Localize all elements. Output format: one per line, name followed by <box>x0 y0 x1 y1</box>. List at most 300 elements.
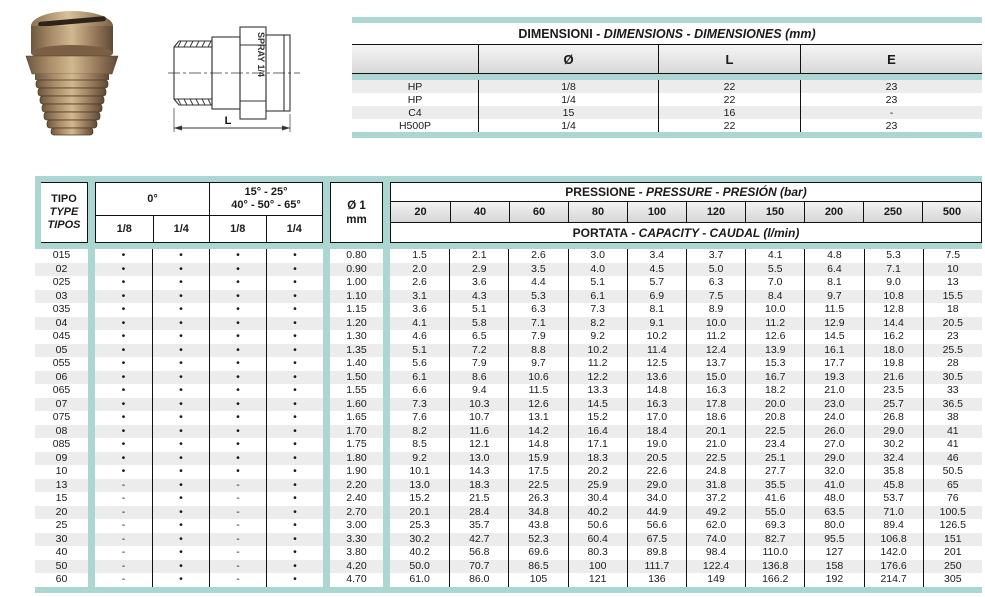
capacity-value-cell: 32.4 <box>864 452 923 466</box>
angle-availability-cell: • <box>152 533 209 547</box>
orifice-diameter-cell: 3.80 <box>346 546 367 559</box>
e-dim-cell: 23 <box>800 80 982 93</box>
capacity-value-cell: 61.0 <box>409 573 430 586</box>
orifice-diameter-cell: 1.10 <box>346 289 367 302</box>
capacity-value-cell: 9.1 <box>627 317 686 331</box>
capacity-value-cell: 18.3 <box>568 452 627 466</box>
capacity-value-cell: 89.4 <box>864 519 923 533</box>
capacity-value-cell: 31.8 <box>686 479 745 493</box>
capacity-row <box>35 506 982 520</box>
capacity-row <box>35 492 982 506</box>
angle-availability-cell: • <box>152 411 209 425</box>
diameter-header-line1: Ø 1 <box>347 199 366 212</box>
type-cell: 025 <box>52 276 71 289</box>
capacity-value-cell: 45.8 <box>864 479 923 493</box>
capacity-value-cell: 36.5 <box>923 398 982 412</box>
angle-availability-cell: • <box>121 316 126 329</box>
type-cell: 10 <box>55 465 68 478</box>
angle-availability-cell: • <box>152 371 209 385</box>
capacity-value-cell: 48.0 <box>804 492 863 506</box>
capacity-value-cell: 12.4 <box>686 344 745 358</box>
angle-availability-cell: • <box>209 357 266 371</box>
teal-divider <box>323 176 330 593</box>
capacity-value-cell: 8.4 <box>745 290 804 304</box>
capacity-table <box>35 176 982 593</box>
capacity-value-cell: 121 <box>568 573 627 587</box>
capacity-value-cell: 18 <box>923 303 982 317</box>
capacity-table-body <box>35 249 982 587</box>
thread-size-header: 1/8 <box>116 223 132 235</box>
capacity-value-cell: 19.0 <box>627 438 686 452</box>
capacity-value-cell: 16.7 <box>745 371 804 385</box>
capacity-value-cell: 7.3 <box>568 303 627 317</box>
capacity-value-cell: 76 <box>923 492 982 506</box>
capacity-value-cell: 5.1 <box>449 303 508 317</box>
capacity-value-cell: 14.2 <box>508 425 567 439</box>
pressure-header-cell: 150 <box>745 202 804 222</box>
capacity-value-cell: 89.8 <box>627 546 686 560</box>
capacity-value-cell: 21.6 <box>864 371 923 385</box>
capacity-value-cell: 3.1 <box>412 289 427 302</box>
type-cell: 045 <box>52 330 71 343</box>
orifice-diameter-cell: 1.60 <box>346 397 367 410</box>
angle-availability-cell: • <box>209 384 266 398</box>
angle-availability-cell: - <box>121 478 126 491</box>
e-dim-cell: - <box>800 106 982 119</box>
angle-availability-cell: • <box>152 263 209 277</box>
capacity-value-cell: 166.2 <box>745 573 804 587</box>
angle-availability-cell: • <box>209 249 266 263</box>
capacity-value-cell: 2.6 <box>508 249 567 263</box>
capacity-value-cell: 6.6 <box>412 384 427 397</box>
capacity-value-cell: 22.5 <box>686 452 745 466</box>
capacity-value-cell: 4.0 <box>568 263 627 277</box>
type-cell: 06 <box>55 370 68 383</box>
capacity-value-cell: 8.9 <box>686 303 745 317</box>
angle-availability-cell: • <box>152 452 209 466</box>
capacity-value-cell: 1.5 <box>412 249 427 261</box>
capacity-value-cell: 10.0 <box>745 303 804 317</box>
angle-availability-cell: - <box>209 560 266 574</box>
capacity-value-cell: 22.5 <box>508 479 567 493</box>
pressure-header-cell: 40 <box>450 202 509 222</box>
angle-availability-cell: • <box>266 573 323 587</box>
capacity-row <box>35 452 982 466</box>
angle-availability-cell: • <box>209 411 266 425</box>
capacity-value-cell: 8.2 <box>568 317 627 331</box>
type-cell: 50 <box>55 559 68 572</box>
capacity-value-cell: 22.5 <box>745 425 804 439</box>
capacity-row <box>35 290 982 304</box>
dimensions-row <box>352 106 982 119</box>
dimensions-table-body <box>352 80 982 132</box>
model-cell: HP <box>407 93 423 106</box>
capacity-value-cell: 11.2 <box>686 330 745 344</box>
angle-availability-cell: • <box>121 262 126 275</box>
angle-availability-cell: • <box>266 411 323 425</box>
capacity-value-cell: 41 <box>923 438 982 452</box>
type-cell: 02 <box>55 262 68 275</box>
capacity-value-cell: 27.7 <box>745 465 804 479</box>
capacity-value-cell: 95.5 <box>804 533 863 547</box>
orifice-diameter-cell: 1.00 <box>346 276 367 289</box>
angle-availability-cell: - <box>209 479 266 493</box>
thread-size-header: 1/8 <box>209 216 266 242</box>
angle-availability-cell: • <box>121 276 126 289</box>
capacity-value-cell: 14.5 <box>804 330 863 344</box>
angle-availability-cell: • <box>121 330 126 343</box>
capacity-value-cell: 3.5 <box>508 263 567 277</box>
capacity-value-cell: 136.8 <box>745 560 804 574</box>
capacity-value-cell: 12.6 <box>508 398 567 412</box>
diameter-cell: 1/8 <box>478 80 658 93</box>
dimensions-row <box>352 80 982 93</box>
capacity-value-cell: 30.4 <box>568 492 627 506</box>
capacity-value-cell: 8.1 <box>627 303 686 317</box>
capacity-value-cell: 19.3 <box>804 371 863 385</box>
angle-availability-cell: • <box>266 560 323 574</box>
capacity-row <box>35 371 982 385</box>
pressure-header-cell: 250 <box>863 202 922 222</box>
angle-availability-cell: • <box>209 276 266 290</box>
teal-divider <box>88 176 95 593</box>
e-dim-cell: 23 <box>800 119 982 132</box>
angle-availability-cell: • <box>266 303 323 317</box>
capacity-row <box>35 344 982 358</box>
type-cell: 075 <box>52 411 71 424</box>
orifice-diameter-cell: 1.40 <box>346 357 367 370</box>
capacity-value-cell: 12.6 <box>745 330 804 344</box>
angle-availability-cell: - <box>209 546 266 560</box>
type-cell: 035 <box>52 303 71 316</box>
type-cell: 09 <box>55 451 68 464</box>
capacity-value-cell: 10.8 <box>864 290 923 304</box>
capacity-value-cell: 9.2 <box>568 330 627 344</box>
type-cell: 055 <box>52 357 71 370</box>
angle-availability-cell: - <box>121 505 126 518</box>
capacity-value-cell: 25.9 <box>568 479 627 493</box>
type-cell: 60 <box>55 573 68 586</box>
angle-availability-cell: • <box>209 425 266 439</box>
capacity-value-cell: 71.0 <box>864 506 923 520</box>
capacity-value-cell: 176.6 <box>864 560 923 574</box>
capacity-value-cell: 30.2 <box>409 532 430 545</box>
capacity-value-cell: 8.5 <box>412 438 427 451</box>
dimensions-title-roman: DIMENSIONI <box>518 26 593 41</box>
angle-availability-cell: • <box>266 330 323 344</box>
capacity-value-cell: 18.2 <box>745 384 804 398</box>
pressure-header-cell: 80 <box>568 202 627 222</box>
model-cell: HP <box>407 80 423 93</box>
capacity-value-cell: 9.2 <box>412 451 427 464</box>
capacity-row <box>35 533 982 547</box>
capacity-value-cell: 41.6 <box>745 492 804 506</box>
capacity-value-cell: 149 <box>686 573 745 587</box>
angle-availability-cell: • <box>152 479 209 493</box>
capacity-value-cell: 4.4 <box>508 276 567 290</box>
angle-0-label: 0° <box>147 192 158 205</box>
type-cell: 04 <box>55 316 68 329</box>
dimensions-header-e: E <box>800 45 982 73</box>
angle-availability-cell: • <box>266 465 323 479</box>
capacity-value-cell: 25.3 <box>409 519 430 532</box>
capacity-value-cell: 56.8 <box>449 546 508 560</box>
type-cell: 15 <box>55 492 68 505</box>
capacity-value-cell: 11.4 <box>627 344 686 358</box>
capacity-value-cell: 41.0 <box>804 479 863 493</box>
angle-availability-cell: • <box>209 452 266 466</box>
capacity-value-cell: 82.7 <box>745 533 804 547</box>
drawing-side-label: SPRAY 1/4 <box>256 32 266 78</box>
capacity-value-cell: 11.6 <box>449 425 508 439</box>
capacity-value-cell: 14.3 <box>449 465 508 479</box>
capacity-value-cell: 4.3 <box>449 290 508 304</box>
capacity-value-cell: 50.0 <box>409 559 430 572</box>
capacity-value-cell: 6.4 <box>804 263 863 277</box>
capacity-row <box>35 317 982 331</box>
capacity-value-cell: 18.6 <box>686 411 745 425</box>
angle-availability-cell: • <box>121 384 126 397</box>
angle-availability-cell: • <box>266 357 323 371</box>
capacity-value-cell: 10.7 <box>449 411 508 425</box>
capacity-value-cell: 100.5 <box>923 506 982 520</box>
angle-availability-cell: • <box>121 249 126 261</box>
capacity-value-cell: 62.0 <box>686 519 745 533</box>
dimensions-header-length: L <box>658 45 800 73</box>
capacity-value-cell: 2.6 <box>412 276 427 289</box>
capacity-value-cell: 16.2 <box>864 330 923 344</box>
capacity-value-cell: 6.3 <box>508 303 567 317</box>
technical-drawing <box>168 8 318 145</box>
capacity-value-cell: 5.3 <box>864 249 923 263</box>
capacity-value-cell: 17.0 <box>627 411 686 425</box>
orifice-diameter-cell: 4.70 <box>346 573 367 586</box>
capacity-table-header <box>35 182 982 243</box>
capacity-value-cell: 55.0 <box>745 506 804 520</box>
capacity-value-cell: 4.1 <box>412 316 427 329</box>
capacity-value-cell: 5.5 <box>745 263 804 277</box>
capacity-value-cell: 4.8 <box>804 249 863 263</box>
angle-availability-cell: • <box>266 344 323 358</box>
capacity-value-cell: 20.1 <box>409 505 430 518</box>
angle-availability-cell: - <box>209 506 266 520</box>
capacity-value-cell: 201 <box>923 546 982 560</box>
capacity-value-cell: 5.3 <box>508 290 567 304</box>
capacity-value-cell: 142.0 <box>864 546 923 560</box>
model-cell: C4 <box>408 106 422 119</box>
angle-availability-cell: • <box>152 519 209 533</box>
capacity-value-cell: 100 <box>568 560 627 574</box>
capacity-value-cell: 16.1 <box>804 344 863 358</box>
angle-availability-cell: • <box>266 519 323 533</box>
capacity-value-cell: 14.4 <box>864 317 923 331</box>
capacity-value-cell: 192 <box>804 573 863 587</box>
capacity-value-cell: 14.5 <box>568 398 627 412</box>
capacity-value-cell: 70.7 <box>449 560 508 574</box>
capacity-value-cell: 16.4 <box>568 425 627 439</box>
capacity-value-cell: 3.7 <box>686 249 745 263</box>
capacity-value-cell: 2.1 <box>449 249 508 263</box>
capacity-value-cell: 14.8 <box>627 384 686 398</box>
capacity-value-cell: 35.5 <box>745 479 804 493</box>
angle-availability-cell: • <box>121 397 126 410</box>
capacity-value-cell: 5.1 <box>568 276 627 290</box>
dimensions-row <box>352 119 982 132</box>
angle-wide-label-2: 40° - 50° - 65° <box>231 199 301 211</box>
angle-availability-cell: - <box>121 519 126 532</box>
capacity-value-cell: 15.0 <box>686 371 745 385</box>
length-cell: 22 <box>658 80 800 93</box>
angle-availability-cell: • <box>266 371 323 385</box>
angle-availability-cell: • <box>152 465 209 479</box>
capacity-value-cell: 15.5 <box>923 290 982 304</box>
angle-group-wide <box>209 183 322 215</box>
capacity-title <box>391 223 981 242</box>
angle-availability-cell: • <box>266 249 323 263</box>
capacity-value-cell: 34.0 <box>627 492 686 506</box>
capacity-value-cell: 69.3 <box>745 519 804 533</box>
orifice-diameter-cell: 2.20 <box>346 478 367 491</box>
capacity-value-cell: 29.0 <box>627 479 686 493</box>
capacity-value-cell: 50.5 <box>923 465 982 479</box>
capacity-value-cell: 5.7 <box>627 276 686 290</box>
capacity-value-cell: 22.6 <box>627 465 686 479</box>
capacity-value-cell: 17.1 <box>568 438 627 452</box>
capacity-value-cell: 5.1 <box>412 343 427 356</box>
angle-wide-label-1: 15° - 25° <box>244 186 288 198</box>
capacity-value-cell: 6.5 <box>449 330 508 344</box>
capacity-value-cell: 11.5 <box>508 384 567 398</box>
capacity-value-cell: 21.0 <box>686 438 745 452</box>
angle-availability-cell: • <box>209 317 266 331</box>
capacity-row <box>35 479 982 493</box>
type-header-en: TYPE <box>49 206 79 218</box>
capacity-value-cell: 10.2 <box>568 344 627 358</box>
angle-availability-cell: • <box>266 317 323 331</box>
orifice-diameter-cell: 2.40 <box>346 492 367 505</box>
angle-availability-cell: • <box>266 506 323 520</box>
capacity-row <box>35 249 982 263</box>
capacity-value-cell: 122.4 <box>686 560 745 574</box>
e-dim-cell: 23 <box>800 93 982 106</box>
capacity-value-cell: 24.8 <box>686 465 745 479</box>
capacity-value-cell: 11.2 <box>745 317 804 331</box>
capacity-value-cell: 20.8 <box>745 411 804 425</box>
capacity-value-cell: 158 <box>804 560 863 574</box>
capacity-value-cell: 6.3 <box>686 276 745 290</box>
orifice-diameter-cell: 0.80 <box>346 249 367 261</box>
diameter-cell: 1/4 <box>478 119 658 132</box>
capacity-value-cell: 250 <box>923 560 982 574</box>
capacity-value-cell: 9.0 <box>864 276 923 290</box>
capacity-value-cell: 17.5 <box>508 465 567 479</box>
angle-availability-cell: • <box>152 276 209 290</box>
orifice-diameter-cell: 1.55 <box>346 384 367 397</box>
capacity-value-cell: 126.5 <box>923 519 982 533</box>
capacity-value-cell: 9.4 <box>449 384 508 398</box>
capacity-value-cell: 21.0 <box>804 384 863 398</box>
capacity-value-cell: 25.1 <box>745 452 804 466</box>
angle-availability-cell: • <box>121 289 126 302</box>
angle-availability-cell: - <box>209 492 266 506</box>
capacity-row <box>35 384 982 398</box>
capacity-value-cell: 23.4 <box>745 438 804 452</box>
type-header-it: TIPO <box>51 193 77 205</box>
capacity-title-italic: - CAPACITY - CAUDAL (l/min) <box>628 225 800 240</box>
angle-availability-cell: • <box>152 344 209 358</box>
angle-group-0deg <box>96 183 209 215</box>
angle-availability-cell: • <box>209 330 266 344</box>
capacity-value-cell: 18.0 <box>864 344 923 358</box>
capacity-value-cell: 23 <box>923 330 982 344</box>
capacity-value-cell: 7.2 <box>449 344 508 358</box>
capacity-value-cell: 2.9 <box>449 263 508 277</box>
type-cell: 07 <box>55 397 68 410</box>
capacity-row <box>35 276 982 290</box>
pressure-header-cell: 200 <box>804 202 863 222</box>
capacity-row <box>35 357 982 371</box>
orifice-diameter-cell: 1.30 <box>346 330 367 343</box>
capacity-value-cell: 40.2 <box>568 506 627 520</box>
angle-availability-cell: • <box>152 303 209 317</box>
capacity-row <box>35 560 982 574</box>
dimensions-table-header <box>352 45 982 74</box>
capacity-value-cell: 10.2 <box>627 330 686 344</box>
capacity-value-cell: 32.0 <box>804 465 863 479</box>
capacity-value-cell: 35.8 <box>864 465 923 479</box>
angle-availability-cell: • <box>152 357 209 371</box>
capacity-value-cell: 53.7 <box>864 492 923 506</box>
capacity-title-roman: PORTATA <box>572 225 628 240</box>
capacity-value-cell: 27.0 <box>804 438 863 452</box>
orifice-diameter-cell: 0.90 <box>346 262 367 275</box>
capacity-value-cell: 16.3 <box>686 384 745 398</box>
angle-availability-cell: • <box>121 357 126 370</box>
capacity-value-cell: 13.6 <box>627 371 686 385</box>
capacity-value-cell: 12.5 <box>627 357 686 371</box>
capacity-value-cell: 15.2 <box>409 492 430 505</box>
dimensions-table <box>352 17 982 138</box>
capacity-value-cell: 28 <box>923 357 982 371</box>
capacity-value-cell: 12.2 <box>568 371 627 385</box>
capacity-value-cell: 7.5 <box>686 290 745 304</box>
capacity-value-cell: 5.6 <box>412 357 427 370</box>
capacity-value-cell: 5.8 <box>449 317 508 331</box>
capacity-value-cell: 26.0 <box>804 425 863 439</box>
angle-availability-cell: - <box>121 492 126 505</box>
capacity-value-cell: 30.2 <box>864 438 923 452</box>
angle-availability-cell: • <box>121 370 126 383</box>
angle-availability-cell: • <box>121 303 126 316</box>
capacity-value-cell: 11.2 <box>568 357 627 371</box>
diameter-header-line2: mm <box>346 213 367 226</box>
pressure-values-row <box>391 202 981 223</box>
capacity-value-cell: 12.1 <box>449 438 508 452</box>
orifice-diameter-cell: 1.75 <box>346 438 367 451</box>
dimensions-title-italic: - DIMENSIONS - DIMENSIONES (mm) <box>592 26 816 41</box>
capacity-value-cell: 98.4 <box>686 546 745 560</box>
orifice-diameter-cell: 1.70 <box>346 424 367 437</box>
diameter-cell: 1/4 <box>478 93 658 106</box>
type-cell: 08 <box>55 424 68 437</box>
angle-availability-cell: • <box>266 425 323 439</box>
capacity-value-cell: 8.1 <box>804 276 863 290</box>
angle-availability-cell: • <box>152 317 209 331</box>
capacity-value-cell: 13.7 <box>686 357 745 371</box>
orifice-diameter-cell: 3.00 <box>346 519 367 532</box>
teal-divider <box>352 132 982 138</box>
pressure-header-cell: 20 <box>414 206 427 218</box>
